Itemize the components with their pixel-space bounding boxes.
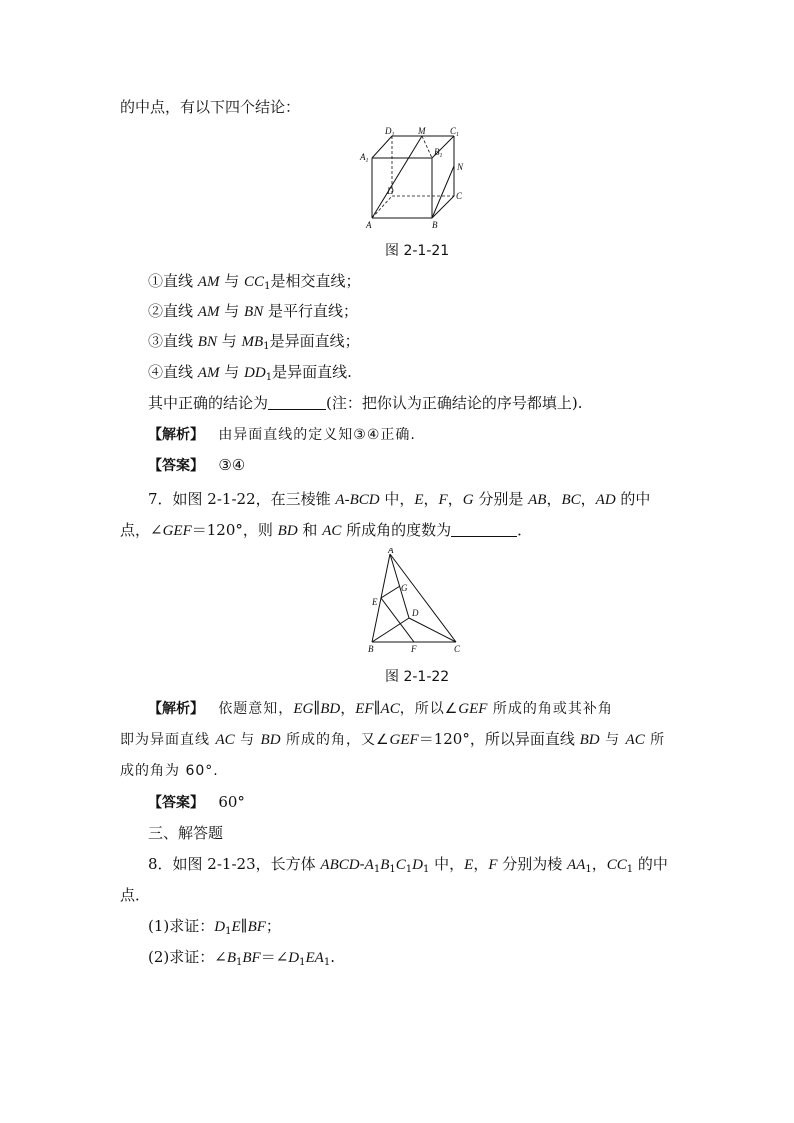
q7-answer: 【答案】 60° [148,793,245,811]
q7-analysis-line-1: 【解析】 依题意知，EG∥BD，EF∥AC，所以∠GEF 所成的角或其补角 [148,699,613,717]
q7-analysis-line-2: 即为异面直线 AC 与 BD 所成的角，又∠GEF＝120°，所以异面直线 BD 与 AC 所 [120,730,666,748]
label-g: G [401,583,408,593]
label-n: N [457,162,464,172]
statement-2: ②直线 AM 与 BN 是平行直线； [148,302,359,320]
label-a: A [366,220,372,230]
answer-blank-2 [451,522,517,537]
segment-am [372,136,422,218]
edge-dc [409,618,456,642]
edge-ac [390,554,456,642]
label-c: C [454,644,461,654]
q8-line-1: 8．如图 2-1-23，长方体 ABCD-$A_1B_1C_1D_1$ 中，E，F 分别为棱 $AA_1$，$CC_1$ 的中 [148,855,668,875]
q7-line-2: 点，∠GEF＝120°，则 BD 和 AC 所成角的度数为 ． [120,521,533,539]
label-m: M [418,126,426,136]
q7-analysis-line-3: 成的角为 60°. [120,763,219,779]
segment-mb1-hidden [422,136,432,158]
figure-tetrahedron [364,548,464,656]
statement-4: ④直线 AM 与 $DD_1$是异面直线. [148,363,352,383]
figure-caption-1: 图 2-1-21 [385,243,450,259]
edge-bc [432,196,454,218]
figure-cube [356,126,472,234]
q6-prompt: 其中正确的结论为 (注：把你认为正确结论的序号都填上). [148,394,583,412]
label-c: C [456,191,463,201]
label-d1: $D_1$ [385,126,395,138]
statement-1: ①直线 AM 与 $CC_1$是相交直线； [148,272,361,292]
label-a: A [388,548,394,555]
label-d: D [412,608,419,618]
label-b: B [432,220,438,230]
intro-text: 的中点，有以下四个结论： [120,98,301,116]
label-b1: $B_1$ [434,147,443,159]
label-f: F [411,644,417,654]
edge-a1d1 [372,136,392,158]
answer-blank-1 [268,395,326,410]
figure-caption-2: 图 2-1-22 [385,669,450,685]
q7-line-1: 7．如图 2-1-22，在三棱锥 A-BCD 中，E，F，G 分别是 AB，BC，AD 的中 [148,490,651,508]
q6-answer: 【答案】 ③④ [148,456,246,474]
segment-ef [381,598,414,642]
edge-ad-hidden [372,196,392,218]
q8-part-1: (1)求证：$D_1E\parallel BF$； [148,917,281,937]
edge-bd [372,618,409,642]
q6-analysis: 【解析】 由异面直线的定义知③④正确. [148,427,416,443]
segment-eg [381,586,400,598]
section-heading: 三、解答题 [148,824,224,842]
label-d: D [387,186,394,196]
label-a1: $A_1$ [360,152,369,164]
label-b: B [368,644,374,654]
q8-part-2: (2)求证：$\angle B_1BF=\angle D_1EA_1$. [148,948,335,968]
q8-line-2: 点． [120,886,151,904]
segment-bn [432,166,454,218]
statement-3: ③直线 BN 与 $MB_1$是异面直线； [148,332,360,352]
label-c1: $C_1$ [450,126,460,138]
label-e: E [372,597,378,607]
